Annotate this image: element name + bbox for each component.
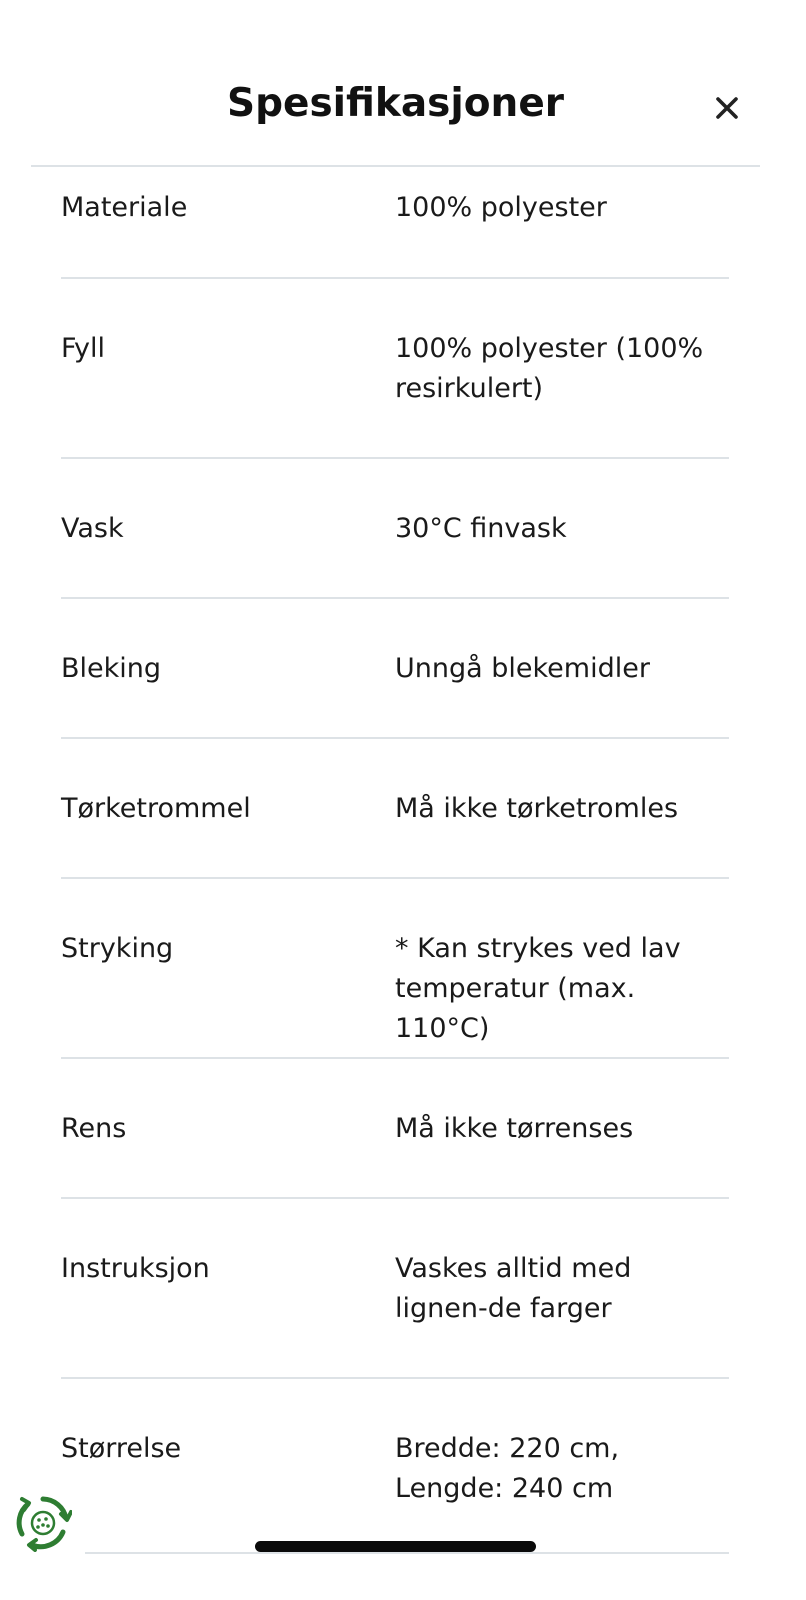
spec-label: Fyll <box>61 333 106 364</box>
dialog-header <box>31 0 760 167</box>
spec-value: Vaskes alltid med lignen-de farger <box>395 1253 632 1324</box>
specifications-list <box>61 167 729 1559</box>
eco-badge-button[interactable] <box>14 1494 72 1552</box>
list-bottom-divider <box>85 1552 729 1554</box>
spec-value: 100% polyester <box>395 192 607 223</box>
spec-label: Størrelse <box>61 1433 182 1464</box>
spec-row-torketrommel <box>61 739 729 879</box>
spec-value: 100% polyester (100% resirkulert) <box>395 333 704 404</box>
spec-value: Bredde: 220 cm, Lengde: 240 cm <box>395 1433 620 1504</box>
spec-label: Tørketrommel <box>61 793 251 824</box>
spec-row-bleking <box>61 599 729 739</box>
spec-row-stryking <box>61 879 729 1059</box>
home-indicator[interactable] <box>255 1541 536 1552</box>
recycle-icon <box>14 1494 72 1552</box>
close-icon <box>715 96 739 120</box>
spec-label: Materiale <box>61 192 188 223</box>
spec-row-vask <box>61 459 729 599</box>
spec-value: Må ikke tørrenses <box>395 1113 634 1144</box>
spec-label: Rens <box>61 1113 127 1144</box>
spec-value: 30°C finvask <box>395 513 567 544</box>
spec-row-rens <box>61 1059 729 1199</box>
spec-value: Må ikke tørketromles <box>395 793 679 824</box>
spec-row-fyll <box>61 279 729 459</box>
spec-label: Vask <box>61 513 124 544</box>
spec-value: Unngå blekemidler <box>395 653 650 684</box>
spec-row-materiale <box>61 167 729 279</box>
spec-label: Stryking <box>61 933 174 964</box>
spec-row-instruksjon <box>61 1199 729 1379</box>
dialog-title: Spesifikasjoner <box>226 81 565 126</box>
spec-label: Bleking <box>61 653 162 684</box>
spec-row-storrelse <box>61 1379 729 1559</box>
spec-label: Instruksjon <box>61 1253 210 1284</box>
close-button[interactable] <box>711 92 743 124</box>
spec-value: * Kan strykes ved lav temperatur (max. 110°C) <box>395 933 681 1044</box>
